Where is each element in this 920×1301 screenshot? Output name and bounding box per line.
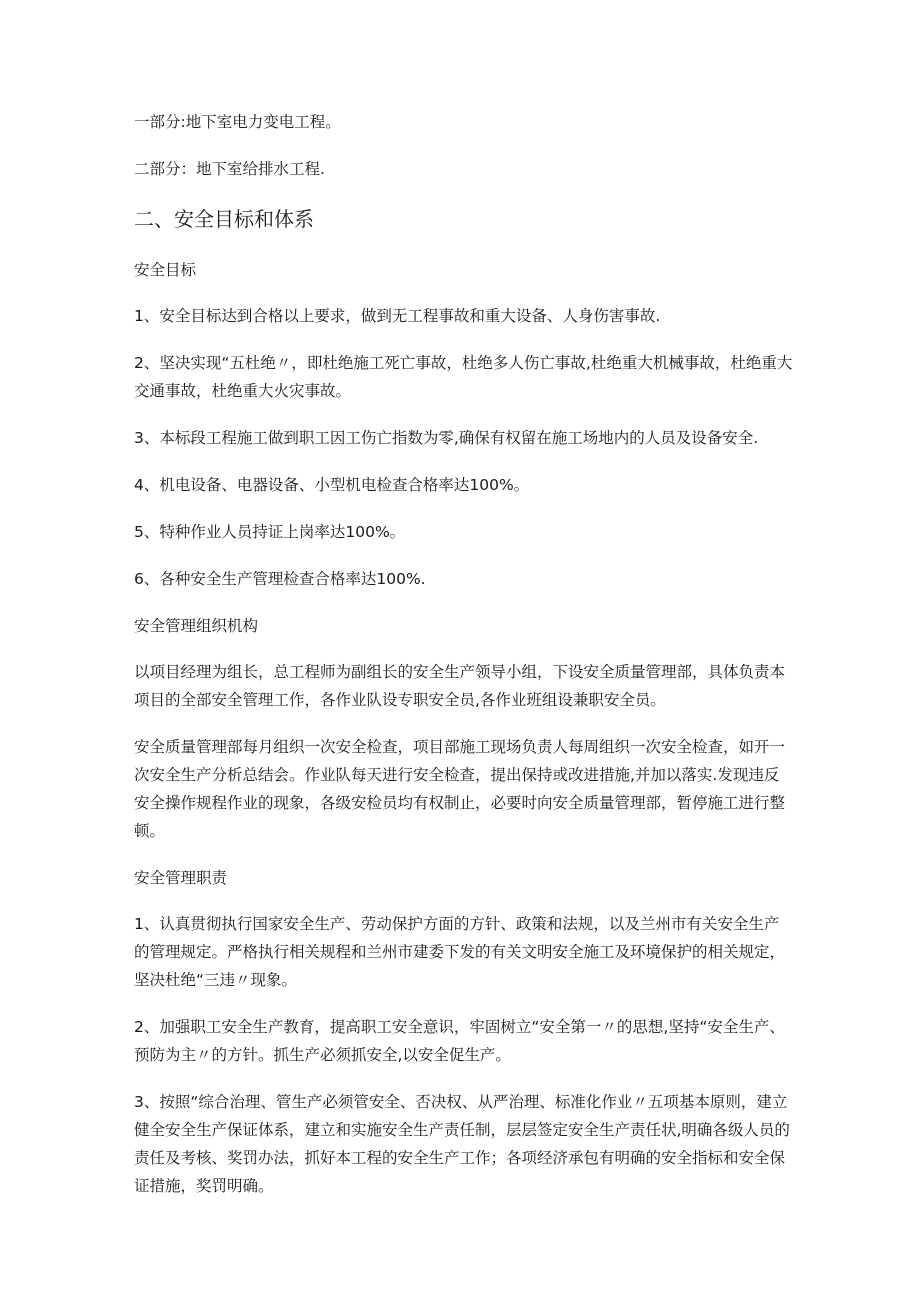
safety-goal-item-4: 4、机电设备、电器设备、小型机电检查合格率达100%。: [134, 476, 530, 494]
duties-item-1: 1、认真贯彻执行国家安全生产、劳动保护方面的方针、政策和法规，以及兰州市有关安全生产的管理规定。严格执行相关规程和兰州市建委下发的有关文明安全施工及环境保护的相关规定，坚决杜绝“三违〃现象。: [134, 915, 786, 989]
duties-title: 安全管理职责: [134, 869, 228, 887]
safety-goal-item-3: 3、本标段工程施工做到职工因工伤亡指数为零,确保有权留在施工场地内的人员及设备安全.: [134, 429, 759, 447]
safety-goal-item-1: 1、安全目标达到合格以上要求，做到无工程事故和重大设备、人身伤害事故.: [134, 307, 661, 325]
duties-item-2: 2、加强职工安全生产教育，提高职工安全意识，牢固树立“安全第一〃的思想,坚持“安全生产、预防为主〃的方针。抓生产必须抓安全,以安全促生产。: [134, 1018, 785, 1064]
safety-goal-item-5: 5、特种作业人员持证上岗率达100%。: [134, 523, 406, 541]
organization-title: 安全管理组织机构: [134, 617, 259, 635]
safety-goal-title: 安全目标: [134, 261, 197, 279]
part-one: 一部分:地下室电力变电工程。: [134, 113, 341, 131]
safety-goal-item-6: 6、各种安全生产管理检查合格率达100%.: [134, 570, 426, 588]
duties-item-3: 3、按照“综合治理、管生产必须管安全、否决权、从严治理、标准化作业〃五项基本原则，建立健全安全生产保证体系，建立和实施安全生产责任制，层层签定安全生产责任状,明确各级人员的责任及考核、奖罚办法，抓好本工程的安全生产工作；各项经济承包有明确的安全指标和安全保证措施，奖罚明确。: [134, 1093, 790, 1195]
organization-paragraph-1: 以项目经理为组长，总工程师为副组长的安全生产领导小组，下设安全质量管理部，具体负责本项目的全部安全管理工作，各作业队设专职安全员,各作业班组设兼职安全员。: [134, 663, 786, 709]
document-body: [134, 108, 794, 1219]
organization-paragraph-2: 安全质量管理部每月组织一次安全检查，项目部施工现场负责人每周组织一次安全检查，如开一次安全生产分析总结会。作业队每天进行安全检查，提出保持或改进措施,并加以落实.发现违反安全操作规程作业的现象，各级安检员均有权制止，必要时向安全质量管理部，暂停施工进行整顿。: [134, 738, 786, 840]
part-two: 二部分：地下室给排水工程.: [134, 160, 325, 178]
section-heading: 二、安全目标和体系: [134, 207, 314, 231]
safety-goal-item-2: 2、坚决实现“五杜绝〃，即杜绝施工死亡事故，杜绝多人伤亡事故,杜绝重大机械事故，杜绝重大交通事故，杜绝重大火灾事故。: [134, 354, 793, 400]
